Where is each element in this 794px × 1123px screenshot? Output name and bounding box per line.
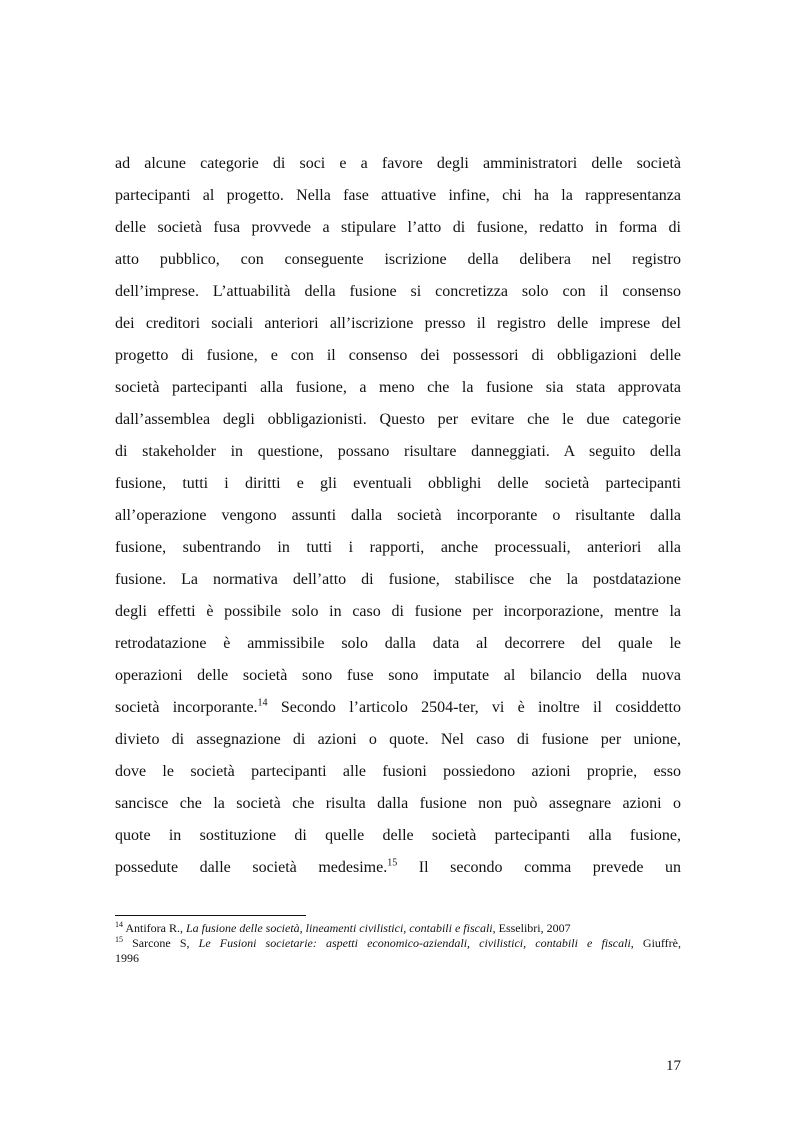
- body-line: dall’assemblea degli obbligazionisti. Questo per evitare che le due categorie: [115, 411, 681, 428]
- body-line: partecipanti al progetto. Nella fase attuative infine, chi ha la rappresentanza: [115, 187, 681, 204]
- body-line: dei creditori sociali anteriori all’iscrizione presso il registro delle imprese del: [115, 315, 681, 332]
- body-line: fusione. La normativa dell’atto di fusione, stabilisce che la postdatazione: [115, 571, 681, 588]
- footnote-ref-14: 14: [257, 697, 268, 709]
- body-line: sancisce che la società che risulta dalla fusione non può assegnare azioni o: [115, 795, 681, 812]
- line-text: possedute dalle società medesime.: [115, 859, 388, 876]
- body-line: delle società fusa provvede a stipulare l’atto di fusione, redatto in forma di: [115, 219, 681, 236]
- body-line-with-ref-14: [115, 692, 681, 724]
- footnote-publisher: , Giuffrè,: [630, 936, 682, 950]
- body-line: atto pubblico, con conseguente iscrizione della delibera nel registro: [115, 251, 681, 268]
- body-text: [115, 148, 681, 884]
- body-line: all’operazione vengono assunti dalla società incorporante o risultante dalla: [115, 507, 681, 524]
- footnote-15: [115, 936, 681, 951]
- body-line: divieto di assegnazione di azioni o quote. Nel caso di fusione per unione,: [115, 731, 681, 748]
- footnote-number: 15: [115, 935, 123, 944]
- body-line: società partecipanti alla fusione, a meno che la fusione sia stata approvata: [115, 379, 681, 396]
- line-text: Secondo l’articolo 2504-ter, vi è inoltre il cosiddetto: [267, 699, 681, 716]
- body-line: progetto di fusione, e con il consenso dei possessori di obbligazioni delle: [115, 347, 681, 364]
- footnote-title: La fusione delle società, lineamenti civilistici, contabili e fiscali: [186, 921, 493, 935]
- body-line: degli effetti è possibile solo in caso di fusione per incorporazione, mentre la: [115, 603, 681, 620]
- line-text: Il secondo comma prevede un: [397, 859, 681, 876]
- footnote-ref-15: 15: [387, 857, 398, 869]
- body-line-with-ref-15: [115, 852, 681, 884]
- body-line: operazioni delle società sono fuse sono imputate al bilancio della nuova: [115, 667, 681, 684]
- body-line: quote in sostituzione di quelle delle società partecipanti alla fusione,: [115, 827, 681, 844]
- footnote-15-continuation: 1996: [115, 951, 139, 965]
- footnote-title: Le Fusioni societarie: aspetti economico-aziendali, civilistici, contabili e fiscali: [198, 936, 631, 950]
- body-line: retrodatazione è ammissibile solo dalla data al decorrere del quale le: [115, 635, 681, 652]
- footnote-number: 14: [115, 920, 123, 929]
- footnote-14: [115, 921, 681, 936]
- body-line: dell’imprese. L’attuabilità della fusione si concretizza solo con il consenso: [115, 283, 681, 300]
- body-line: fusione, tutti i diritti e gli eventuali obblighi delle società partecipanti: [115, 475, 681, 492]
- body-line: dove le società partecipanti alle fusioni possiedono azioni proprie, esso: [115, 763, 681, 780]
- body-line: ad alcune categorie di soci e a favore degli amministratori delle società: [115, 155, 681, 172]
- page-number: 17: [666, 1058, 681, 1074]
- footnote-publisher: , Esselibri, 2007: [492, 921, 571, 935]
- footnote-separator: [115, 915, 306, 916]
- footnotes: [115, 921, 681, 966]
- footnote-author: Sarcone S,: [132, 936, 199, 950]
- body-line: di stakeholder in questione, possano risultare danneggiati. A seguito della: [115, 443, 681, 460]
- footnote-author: Antifora R.,: [125, 921, 186, 935]
- line-text: società incorporante.: [115, 699, 258, 716]
- body-line: fusione, subentrando in tutti i rapporti, anche processuali, anteriori alla: [115, 539, 681, 556]
